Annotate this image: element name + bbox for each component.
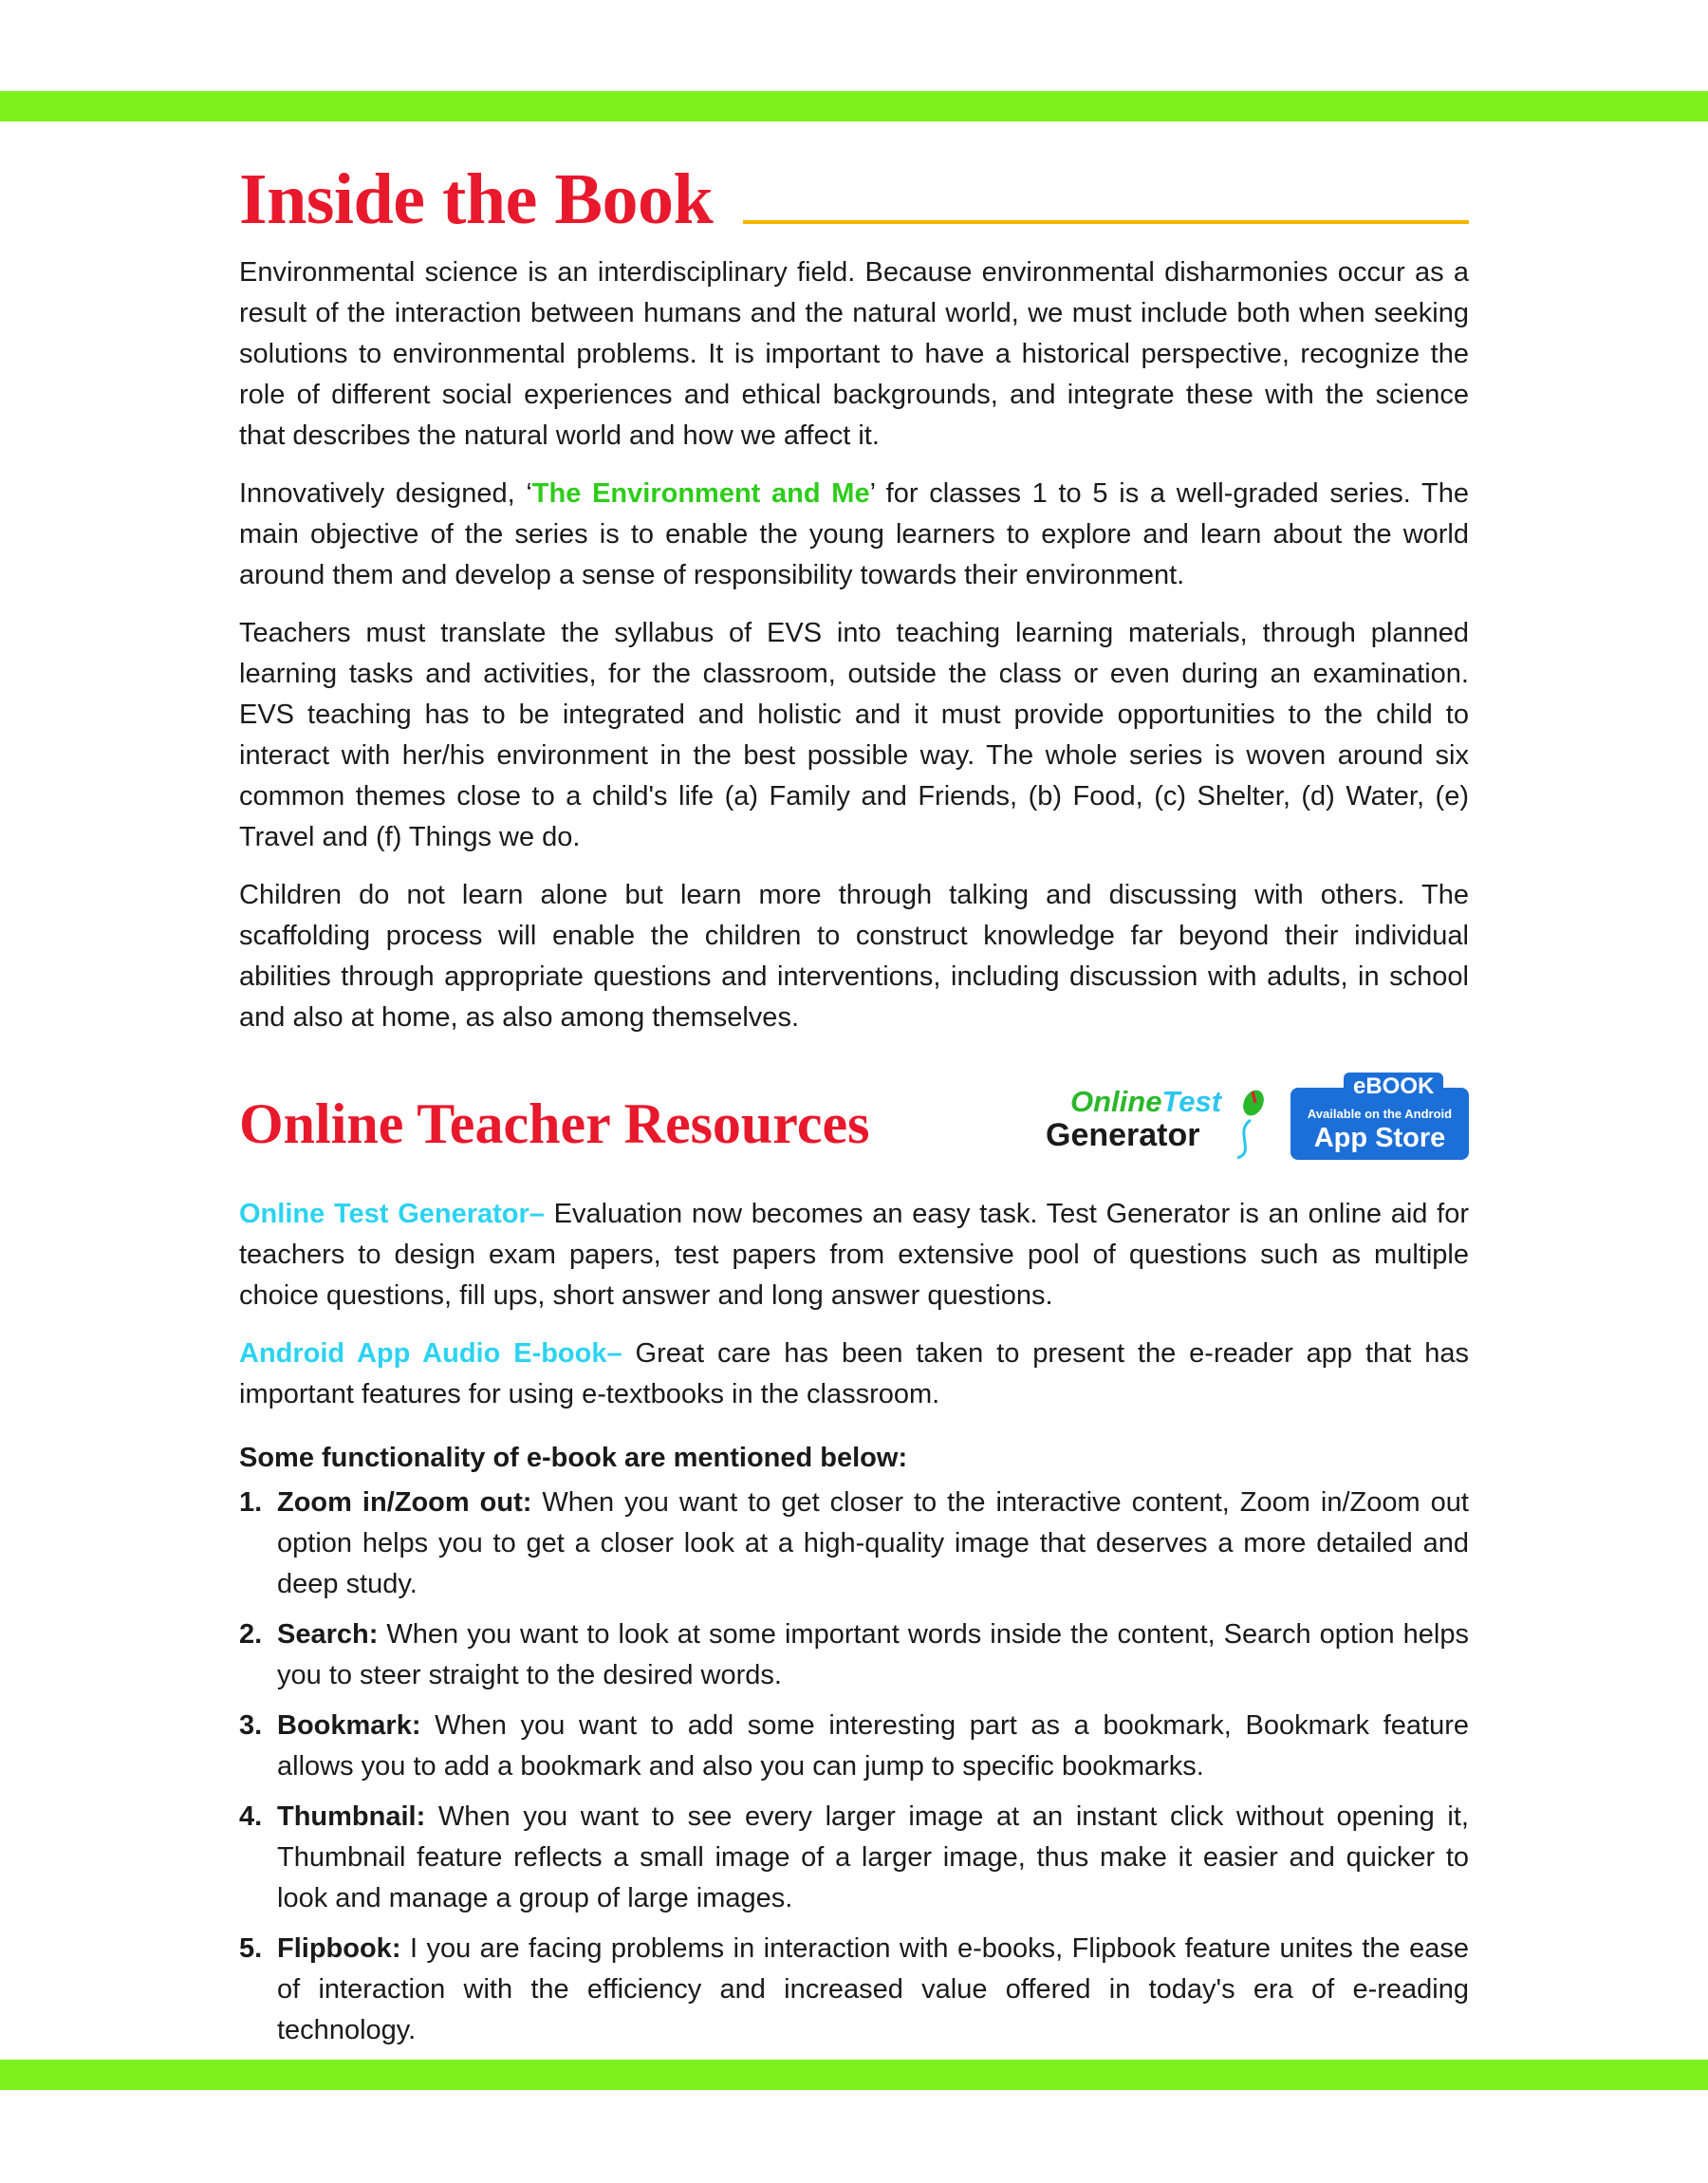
- resources-heading-row: [239, 1073, 1469, 1162]
- audio-ebook-label: Android App Audio E-book–: [239, 1338, 622, 1369]
- otg-label: Online Test Generator–: [239, 1199, 545, 1229]
- ebook-badge-big: App Store: [1313, 1123, 1446, 1153]
- heading-rule: [743, 220, 1469, 224]
- online-test-generator-logo: [1046, 1086, 1266, 1162]
- inside-title: Inside the Book: [239, 159, 714, 239]
- inside-heading-row: [239, 159, 1469, 239]
- list-item: [239, 1483, 1469, 1605]
- page-content: [239, 159, 1470, 2051]
- ebook-app-store-badge: [1290, 1073, 1469, 1160]
- list-item: [239, 1706, 1469, 1787]
- para2-lead: Innovatively designed, ‘: [239, 478, 532, 509]
- resources-title: Online Teacher Resources: [239, 1092, 870, 1155]
- item-term: Thumbnail:: [277, 1801, 426, 1832]
- mouse-icon: [1228, 1086, 1266, 1162]
- ebook-badge-tag: eBOOK: [1344, 1073, 1443, 1101]
- item-number: 3.: [239, 1710, 263, 1741]
- item-term: Bookmark:: [277, 1710, 421, 1741]
- item-number: 4.: [239, 1801, 263, 1832]
- para2-rest: ’ for classes 1 to 5 is a well-graded series. The main objective of the series is to enable the young learners to explore and learn about the world around them and develop a sense of responsibility towards their environment.: [239, 478, 1469, 590]
- list-item: [239, 1797, 1469, 1919]
- inside-paragraph-1: Environmental science is an interdisciplinary field. Because environmental disharmonies occur as a result of the interaction between humans and the natural world, we must include both when seeking solutions to environmental problems. It is important to have a historical perspective, recognize the role of different social experiences and ethical backgrounds, and integrate these with the science that describes the natural world and how we affect it.: [239, 257, 1469, 451]
- functionality-heading: Some functionality of e-book are mentioned below:: [239, 1443, 908, 1473]
- inside-paragraph-2: [239, 474, 1469, 596]
- resource-logos: [1046, 1073, 1469, 1162]
- item-term: Flipbook:: [277, 1933, 401, 1964]
- otg-logo-online: Online: [1070, 1085, 1162, 1118]
- series-name: The Environment and Me: [531, 478, 870, 509]
- inside-paragraph-4: Children do not learn alone but learn more through talking and discussing with others. The scaffolding process will enable the children to construct knowledge far beyond their individual abilities through appropriate questions and interventions, including discussion with adults, in school and also at home, as also among themselves.: [239, 880, 1469, 1033]
- item-text: When you want to get closer to the interactive content, Zoom in/Zoom out option helps you to get a closer look at a high-quality image that deserves a more detailed and deep study.: [277, 1487, 1469, 1599]
- otg-text: Evaluation now becomes an easy task. Test Generator is an online aid for teachers to design exam papers, test papers from extensive pool of questions such as multiple choice questions, fill ups, short answer and long answer questions.: [239, 1199, 1470, 1311]
- item-number: 5.: [239, 1933, 263, 1964]
- item-text: When you want to look at some important words inside the content, Search option helps you to steer straight to the desired words.: [277, 1619, 1469, 1690]
- otg-logo-test: Test: [1161, 1085, 1222, 1118]
- audio-ebook-text: Great care has been taken to present the e-reader app that has important features for using e-textbooks in the classroom.: [239, 1338, 1469, 1409]
- item-text: I you are facing problems in interaction with e-books, Flipbook feature unites the ease of interaction with the efficiency and increased value offered in today's era of e-reading technology.: [277, 1933, 1469, 2045]
- item-term: Zoom in/Zoom out:: [277, 1487, 532, 1518]
- item-number: 2.: [239, 1619, 263, 1650]
- feature-list: [239, 1483, 1469, 2051]
- bottom-green-band: [0, 2060, 1708, 2090]
- item-text: When you want to see every larger image at an instant click without opening it, Thumbnail feature reflects a small image of a larger image, thus make it easier and quicker to look and manage a group of large images.: [277, 1801, 1469, 1913]
- list-item: [239, 1614, 1469, 1696]
- item-number: 1.: [239, 1487, 263, 1518]
- otg-paragraph: [239, 1194, 1469, 1316]
- ebook-badge-small: Available on the Android: [1307, 1107, 1453, 1121]
- top-green-band: [0, 91, 1708, 121]
- item-text: When you want to add some interesting part as a bookmark, Bookmark feature allows you to add a bookmark and also you can jump to specific bookmarks.: [277, 1710, 1469, 1782]
- list-item: [239, 1929, 1469, 2051]
- audio-ebook-paragraph: [239, 1334, 1469, 1415]
- inside-paragraph-3: Teachers must translate the syllabus of EVS into teaching learning materials, through planned learning tasks and activities, for the classroom, outside the class or even during an examination. EVS teaching has to be integrated and holistic and it must provide opportunities to the child to interact with her/his environment in the best possible way. The whole series is woven around six common themes close to a child's life (a) Family and Friends, (b) Food, (c) Shelter, (d) Water, (e) Travel and (f) Things we do.: [239, 618, 1469, 852]
- item-term: Search:: [277, 1619, 379, 1650]
- otg-logo-generator: Generator: [1046, 1117, 1200, 1153]
